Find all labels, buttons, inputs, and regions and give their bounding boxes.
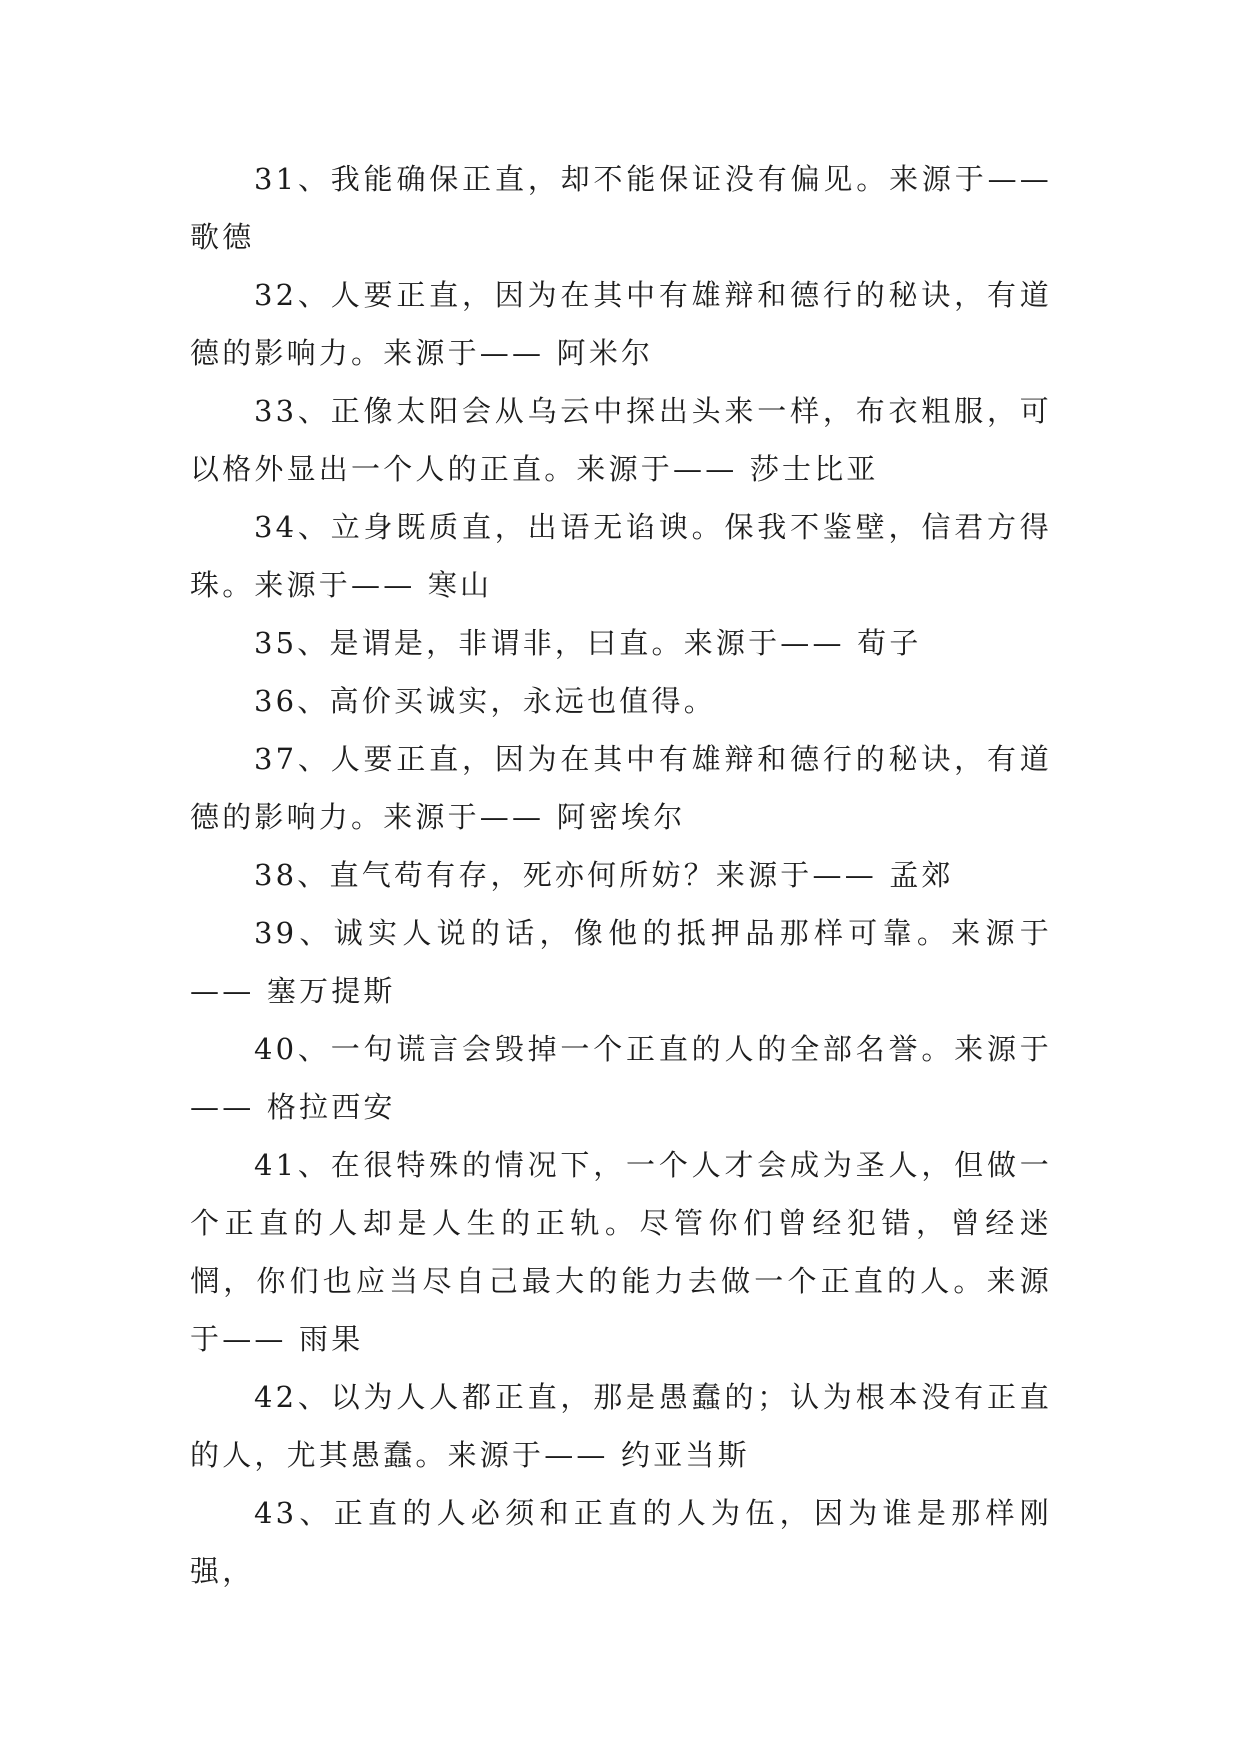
quote-paragraph-34: 34、立身既质直，出语无谄谀。保我不鉴壁，信君方得珠。来源于—— 寒山 xyxy=(190,510,1052,602)
quote-paragraph-42: 42、以为人人都正直，那是愚蠢的；认为根本没有正直的人，尤其愚蠢。来源于—— 约亚当斯 xyxy=(190,1380,1052,1472)
quote-paragraph-33: 33、正像太阳会从乌云中探出头来一样，布衣粗服，可以格外显出一个人的正直。来源于—— 莎士比亚 xyxy=(190,394,1052,486)
quote-paragraph-43: 43、正直的人必须和正直的人为伍，因为谁是那样刚强， xyxy=(190,1496,1052,1588)
quote-paragraph-38: 38、直气苟有存，死亦何所妨？来源于—— 孟郊 xyxy=(254,858,954,892)
quote-list xyxy=(190,150,1052,1600)
quote-paragraph-41: 41、在很特殊的情况下，一个人才会成为圣人，但做一个正直的人却是人生的正轨。尽管你们曾经犯错，曾经迷惘，你们也应当尽自己最大的能力去做一个正直的人。来源于—— 雨果 xyxy=(190,1148,1052,1356)
quote-paragraph-35: 35、是谓是，非谓非，曰直。来源于—— 荀子 xyxy=(254,626,922,660)
quote-paragraph-37: 37、人要正直，因为在其中有雄辩和德行的秘诀，有道德的影响力。来源于—— 阿密埃尔 xyxy=(190,742,1052,834)
quote-paragraph-36: 36、高价买诚实，永远也值得。 xyxy=(254,684,716,718)
quote-paragraph-32: 32、人要正直，因为在其中有雄辩和德行的秘诀，有道德的影响力。来源于—— 阿米尔 xyxy=(190,278,1052,370)
quote-paragraph-40: 40、一句谎言会毁掉一个正直的人的全部名誉。来源于—— 格拉西安 xyxy=(190,1032,1052,1124)
quote-paragraph-39: 39、诚实人说的话，像他的抵押品那样可靠。来源于—— 塞万提斯 xyxy=(190,916,1052,1008)
quote-paragraph-31: 31、我能确保正直，却不能保证没有偏见。来源于—— 歌德 xyxy=(190,162,1052,254)
